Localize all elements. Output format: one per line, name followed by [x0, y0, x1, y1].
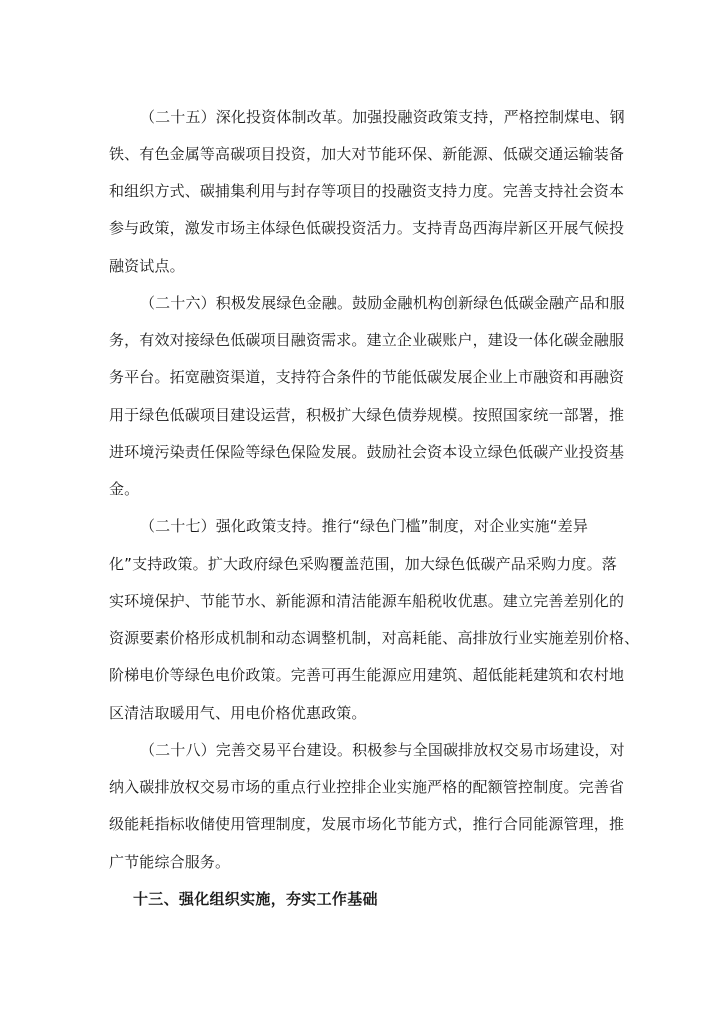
paragraph-line: （二十七）强化政策支持。推行“绿色门槛”制度，对企业实施“差异: [140, 517, 588, 535]
paragraph-line: 金。: [109, 480, 140, 498]
paragraph-line: （二十五）深化投资体制改革。加强投融资政策支持，严格控制煤电、钢: [140, 108, 625, 126]
paragraph-line: 铁、有色金属等高碳项目投资，加大对节能环保、新能源、低碳交通运输装备: [109, 145, 625, 163]
paragraph-line: 纳入碳排放权交易市场的重点行业控排企业实施严格的配额管控制度。完善省: [109, 778, 625, 796]
paragraph-line: 级能耗指标收储使用管理制度，发展市场化节能方式，推行合同能源管理，推: [109, 815, 625, 833]
paragraph-line: 区清洁取暖用气、用电价格优惠政策。: [109, 704, 367, 722]
paragraph-line: 参与政策，激发市场主体绿色低碳投资活力。支持青岛西海岸新区开展气候投: [109, 219, 625, 237]
section-heading: 十三、强化组织实施，夯实工作基础: [133, 890, 378, 908]
paragraph-line: 融资试点。: [109, 257, 185, 275]
paragraph-line: 广节能综合服务。: [109, 853, 231, 871]
paragraph-line: 实环境保护、节能节水、新能源和清洁能源车船税收优惠。建立完善差别化的: [109, 592, 625, 610]
paragraph-line: 和组织方式、碳捕集利用与封存等项目的投融资支持力度。完善支持社会资本: [109, 182, 625, 200]
paragraph-line: 化”支持政策。扩大政府绿色采购覆盖范围，加大绿色低碳产品采购力度。落: [109, 555, 617, 573]
paragraph-line: （二十八）完善交易平台建设。积极参与全国碳排放权交易市场建设，对: [140, 741, 625, 759]
paragraph-line: 务平台。拓宽融资渠道，支持符合条件的节能低碳发展企业上市融资和再融资: [109, 368, 625, 386]
paragraph-line: 用于绿色低碳项目建设运营，积极扩大绿色债券规模。按照国家统一部署，推: [109, 406, 625, 424]
paragraph-line: 阶梯电价等绿色电价政策。完善可再生能源应用建筑、超低能耗建筑和农村地: [109, 666, 625, 684]
paragraph-line: 资源要素价格形成机制和动态调整机制，对高耗能、高排放行业实施差别价格、: [109, 629, 640, 647]
paragraph-line: 进环境污染责任保险等绿色保险发展。鼓励社会资本设立绿色低碳产业投资基: [109, 443, 625, 461]
paragraph-line: （二十六）积极发展绿色金融。鼓励金融机构创新绿色低碳金融产品和服: [140, 294, 625, 312]
paragraph-line: 务，有效对接绿色低碳项目融资需求。建立企业碳账户，建设一体化碳金融服: [109, 331, 625, 349]
